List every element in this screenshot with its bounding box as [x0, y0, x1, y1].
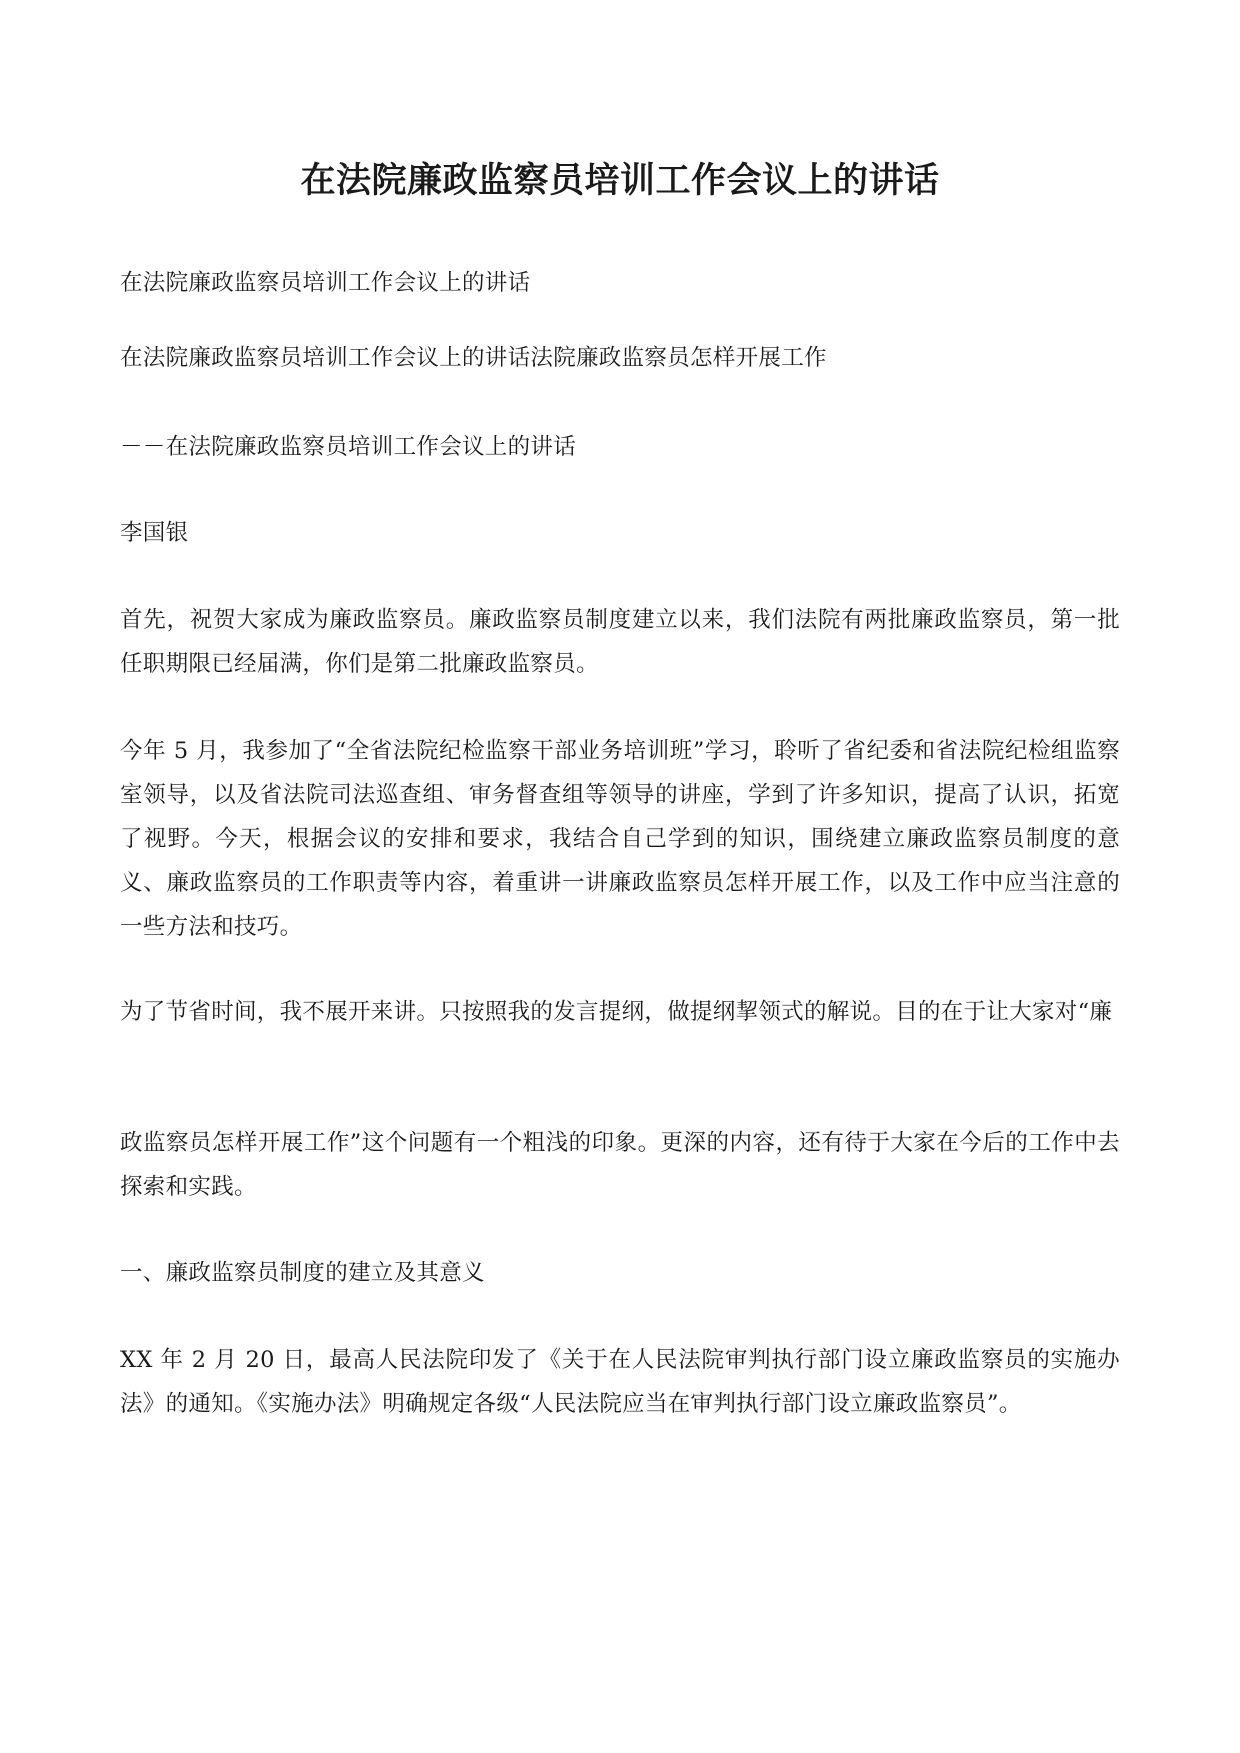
paragraph-outline-intro: 为了节省时间，我不展开来讲。只按照我的发言提纲，做提纲挈领式的解说。目的在于让大家对“廉 — [120, 999, 1113, 1025]
paragraph-training-report: 今年 5 月，我参加了“全省法院纪检监察干部业务培训班”学习，聆听了省纪委和省法院纪检组监察室领导，以及省法院司法巡查组、审务督查组等领导的讲座，学到了许多知识，提高了认识，拓宽了视野。今天，根据会议的安排和要求，我结合自己学到的知识，围绕建立廉政监察员制度的意义、廉政监察员的工作职责等内容，着重讲一讲廉政监察员怎样开展工作，以及工作中应当注意的一些方法和技巧。 — [120, 738, 1120, 940]
paragraph-author: 李国银 — [120, 520, 189, 546]
paragraph-implementation-notice: XX 年 2 月 20 日，最高人民法院印发了《关于在人民法院审判执行部门设立廉政监察员的实施办法》的通知。《实施办法》明确规定各级“人民法院应当在审判执行部门设立廉政监察员”。 — [120, 1347, 1120, 1417]
paragraph-outline-continued: 政监察员怎样开展工作”这个问题有一个粗浅的印象。更深的内容，还有待于大家在今后的工作中去探索和实践。 — [120, 1130, 1120, 1200]
paragraph-opening: 首先，祝贺大家成为廉政监察员。廉政监察员制度建立以来，我们法院有两批廉政监察员，第一批任职期限已经届满，你们是第二批廉政监察员。 — [120, 607, 1120, 677]
paragraph-combined-title: 在法院廉政监察员培训工作会议上的讲话法院廉政监察员怎样开展工作 — [120, 345, 827, 371]
document-title: 在法院廉政监察员培训工作会议上的讲话 — [300, 160, 940, 201]
section-heading-1: 一、廉政监察员制度的建立及其意义 — [120, 1260, 485, 1286]
paragraph-dash-subtitle: －－在法院廉政监察员培训工作会议上的讲话 — [120, 434, 577, 460]
paragraph-subtitle: 在法院廉政监察员培训工作会议上的讲话 — [120, 270, 531, 296]
